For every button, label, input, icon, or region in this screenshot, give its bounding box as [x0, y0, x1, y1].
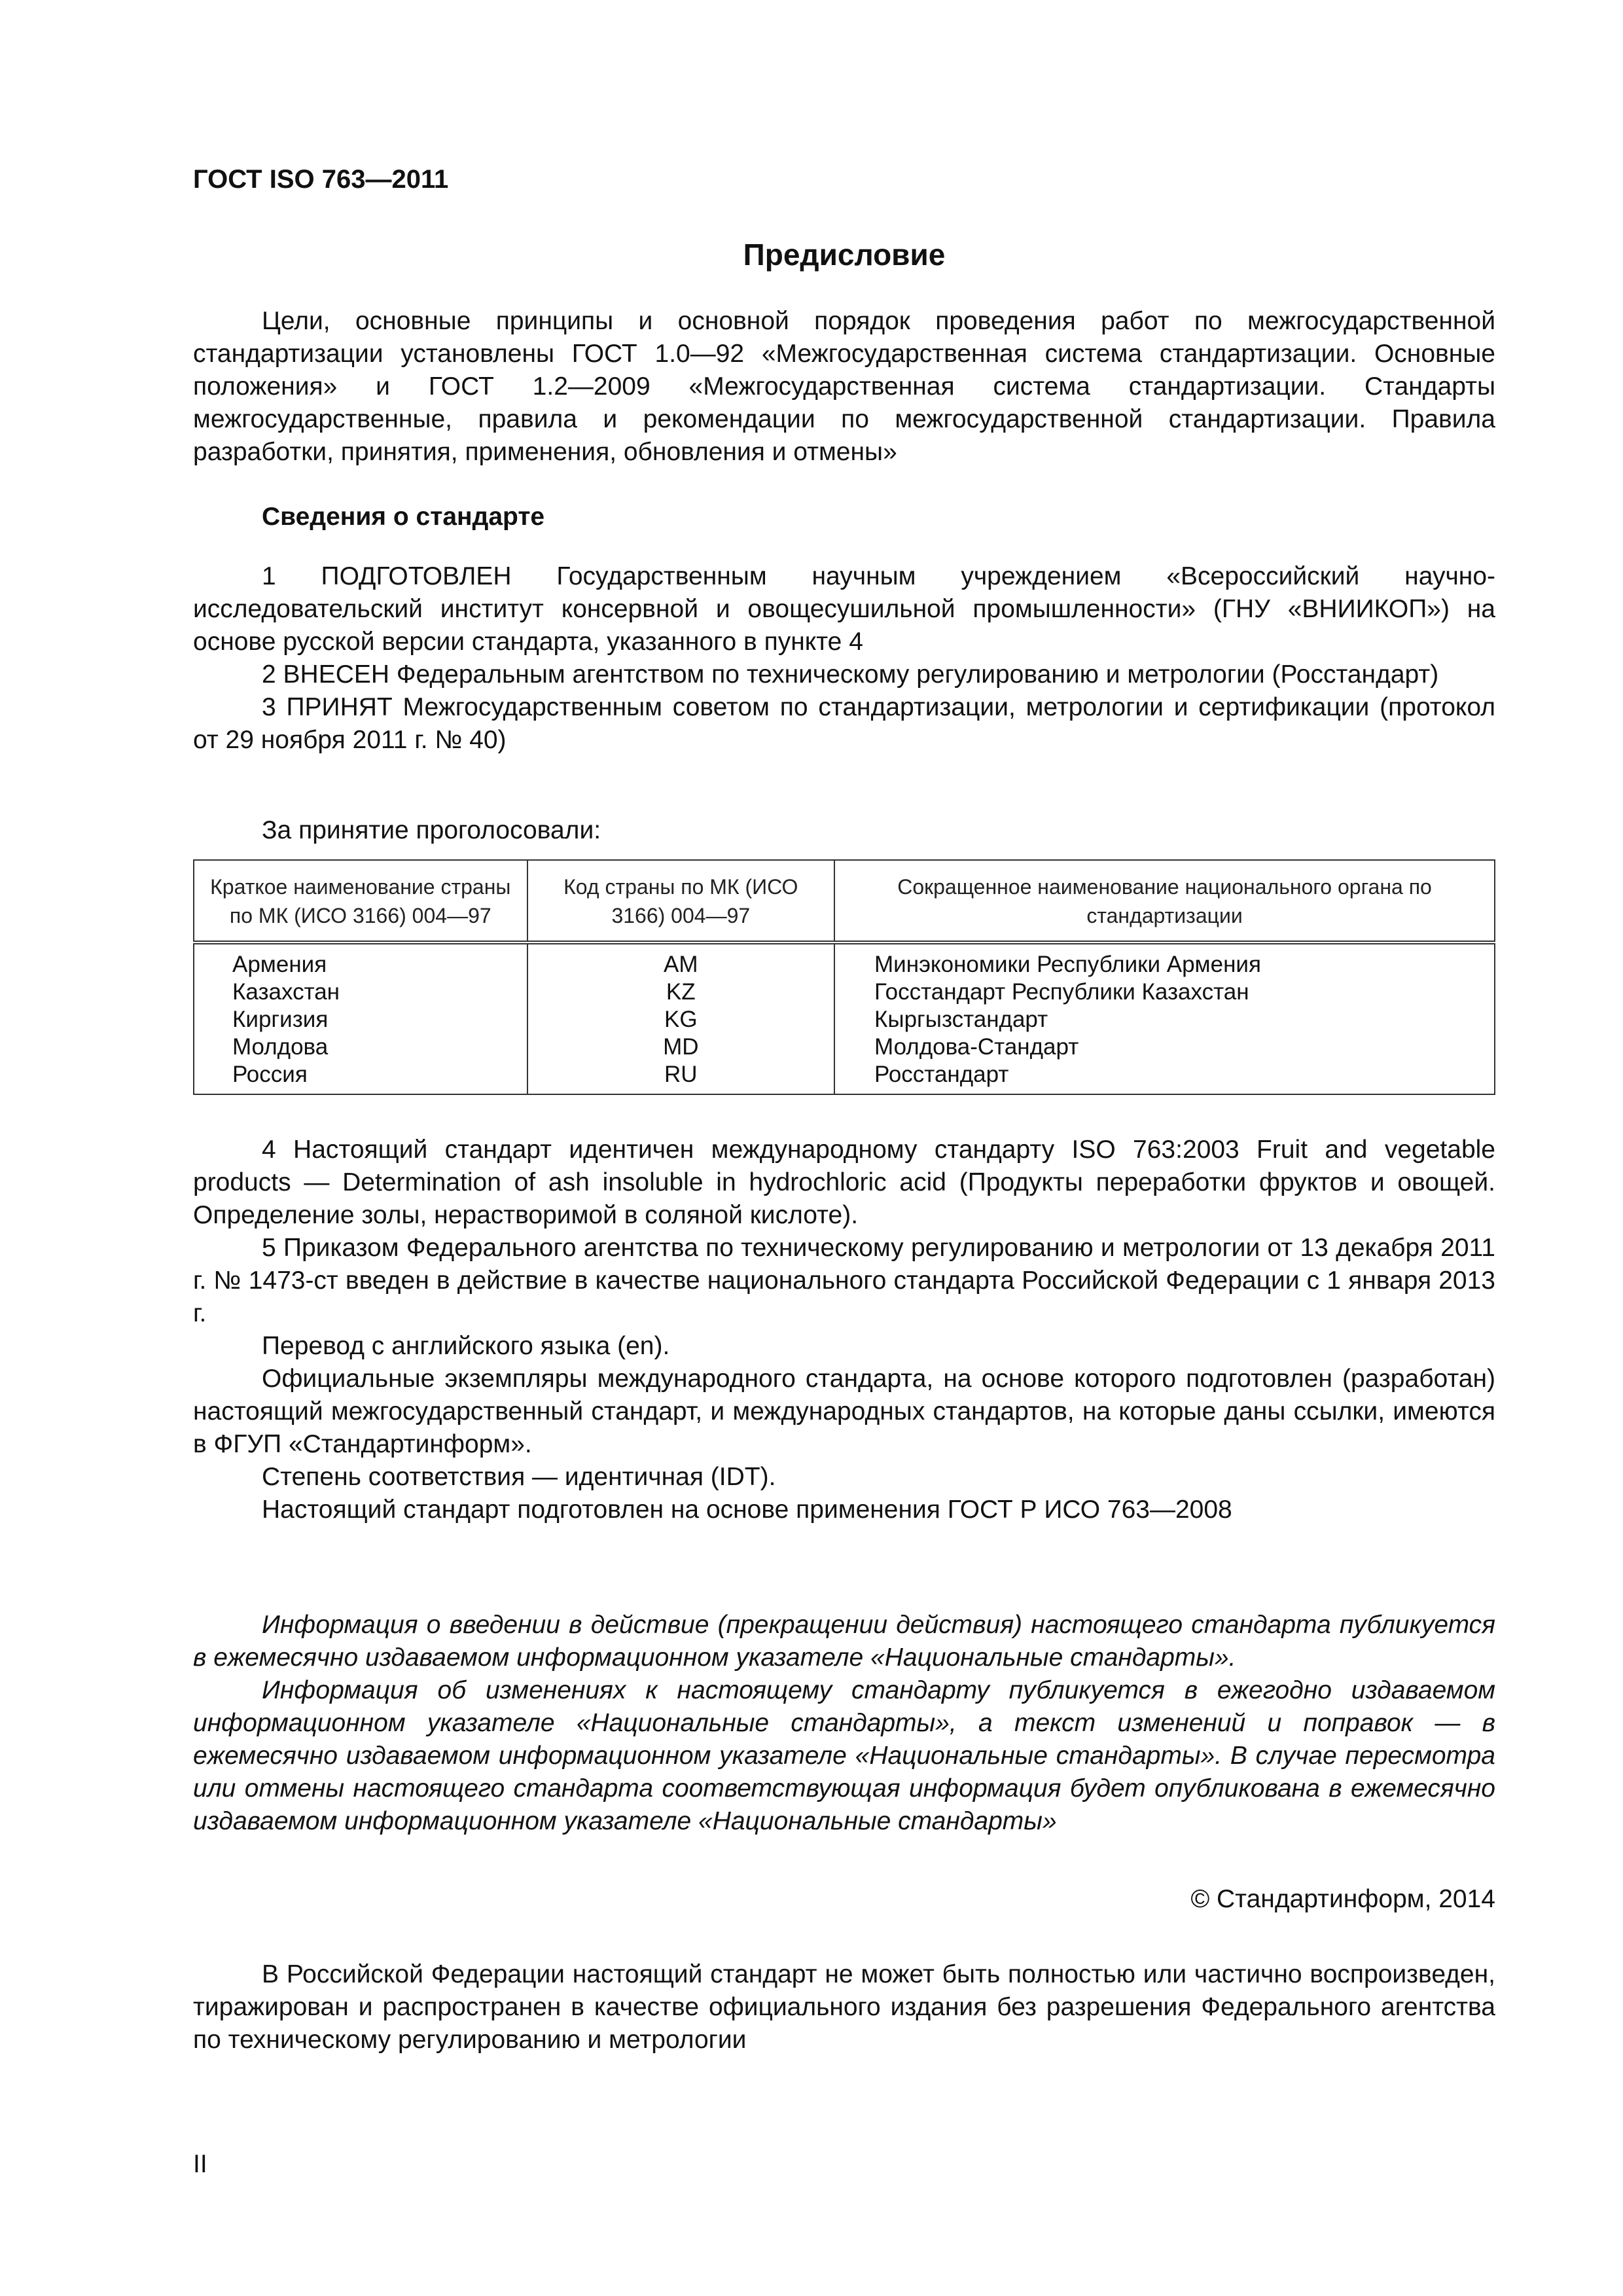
copyright-line: © Стандартинформ, 2014 — [1190, 1885, 1495, 1913]
country-code: KG — [527, 1006, 834, 1033]
item-2: 2 ВНЕСЕН Федеральным агентством по техническому регулированию и метрологии (Росстандарт) — [262, 660, 1439, 689]
item-5: 5 Приказом Федерального агентства по техническому регулированию и метрологии от 13 декабря 2011 г. № 1473-ст введен в действие в качестве национального стандарта Российской Федерации с 1 января 2013 г. — [193, 1234, 1495, 1327]
page-number: II — [193, 2150, 207, 2178]
national-body: Госстандарт Республики Казахстан — [834, 978, 1495, 1006]
table-row — [194, 942, 1495, 978]
degree-note: Степень соответствия — идентичная (IDT). — [262, 1463, 776, 1491]
info-paragraph-2: Информация об изменениях к настоящему стандарту публикуется в ежегодно издаваемом информационном указателе «Национальные стандарты», а текст изменений и поправок — в ежемесячно издаваемом информационном указателе «Национальные стандарты». В случае пересмотра или отмены настоящего стандарта соответствующая информация будет опубликована в ежемесячно издаваемом информационном указателе «Национальные стандарты» — [193, 1676, 1495, 1835]
votes-label: За принятие проголосовали: — [262, 816, 601, 844]
item-1: 1 ПОДГОТОВЛЕН Государственным научным учреждением «Всероссийский научно-исследовательский институт консервной и овощесушильной промышленности» (ГНУ «ВНИИКОП») на основе русской версии стандарта, указанного в пункте 4 — [193, 562, 1495, 656]
national-body: Молдова-Стандарт — [834, 1033, 1495, 1061]
intro-paragraph: Цели, основные принципы и основной порядок проведения работ по межгосударственной стандартизации установлены ГОСТ 1.0—92 «Межгосударственная система стандартизации. Основные положения» и ГОСТ 1.2—2009 «Межгосударственная система стандартизации. Стандарты межгосударственные, правила и рекомендации по межгосударственной стандартизации. Правила разработки, принятия, применения, обновления и отмены» — [193, 307, 1495, 466]
country-code: KZ — [527, 978, 834, 1006]
info-paragraph-1: Информация о введении в действие (прекращении действия) настоящего стандарта публикуется в ежемесячно издаваемом информационном указателе «Национальные стандарты». — [193, 1611, 1495, 1672]
country-name: Киргизия — [194, 1006, 527, 1033]
publication-info — [193, 1609, 1495, 1838]
header-country-name: Краткое наименование страны по МК (ИСО 3166) 004—97 — [194, 860, 527, 942]
country-code: RU — [527, 1061, 834, 1094]
national-body: Кыргызстандарт — [834, 1006, 1495, 1033]
item-3: 3 ПРИНЯТ Межгосударственным советом по стандартизации, метрологии и сертификации (протокол от 29 ноября 2011 г. № 40) — [193, 693, 1495, 754]
standard-code: ГОСТ ISO 763—2011 — [193, 165, 449, 194]
votes-table — [193, 859, 1495, 1095]
based-on-note: Настоящий стандарт подготовлен на основе применения ГОСТ Р ИСО 763—2008 — [262, 1496, 1232, 1524]
country-code: AM — [527, 942, 834, 978]
intro-section — [193, 305, 1495, 469]
item-4: 4 Настоящий стандарт идентичен международному стандарту ISO 763:2003 Fruit and vegetable products — Determination of ash insoluble in hydrochloric acid (Продукты переработки фруктов и овощей. Определение золы, нерастворимой в соляной кислоте). — [193, 1136, 1495, 1229]
rights-section — [193, 1958, 1495, 2056]
national-body: Росстандарт — [834, 1061, 1495, 1094]
country-name: Армения — [194, 942, 527, 978]
table-row — [194, 1006, 1495, 1033]
page-title: Предисловие — [743, 238, 946, 272]
country-name: Молдова — [194, 1033, 527, 1061]
country-name: Казахстан — [194, 978, 527, 1006]
standard-details — [193, 1134, 1495, 1526]
country-code: MD — [527, 1033, 834, 1061]
header-country-code: Код страны по МК (ИСО 3166) 004—97 — [527, 860, 834, 942]
table-row — [194, 1061, 1495, 1094]
official-copies-note: Официальные экземпляры международного стандарта, на основе которого подготовлен (разработан) настоящий межгосударственный стандарт, и международных стандартов, на которые даны ссылки, имеются в ФГУП «Стандартинформ». — [193, 1365, 1495, 1458]
about-items — [193, 560, 1495, 757]
rights-paragraph: В Российской Федерации настоящий стандарт не может быть полностью или частично воспроизведен, тиражирован и распространен в качестве официального издания без разрешения Федерального агентства по техническому регулированию и метрологии — [193, 1960, 1495, 2054]
country-name: Россия — [194, 1061, 527, 1094]
national-body: Минэкономики Республики Армения — [834, 942, 1495, 978]
header-national-body: Сокращенное наименование национального органа по стандартизации — [834, 860, 1495, 942]
table-row — [194, 978, 1495, 1006]
about-heading: Сведения о стандарте — [262, 503, 545, 531]
table-header-row — [194, 860, 1495, 942]
table-row — [194, 1033, 1495, 1061]
translation-note: Перевод с английского языка (en). — [262, 1332, 670, 1360]
